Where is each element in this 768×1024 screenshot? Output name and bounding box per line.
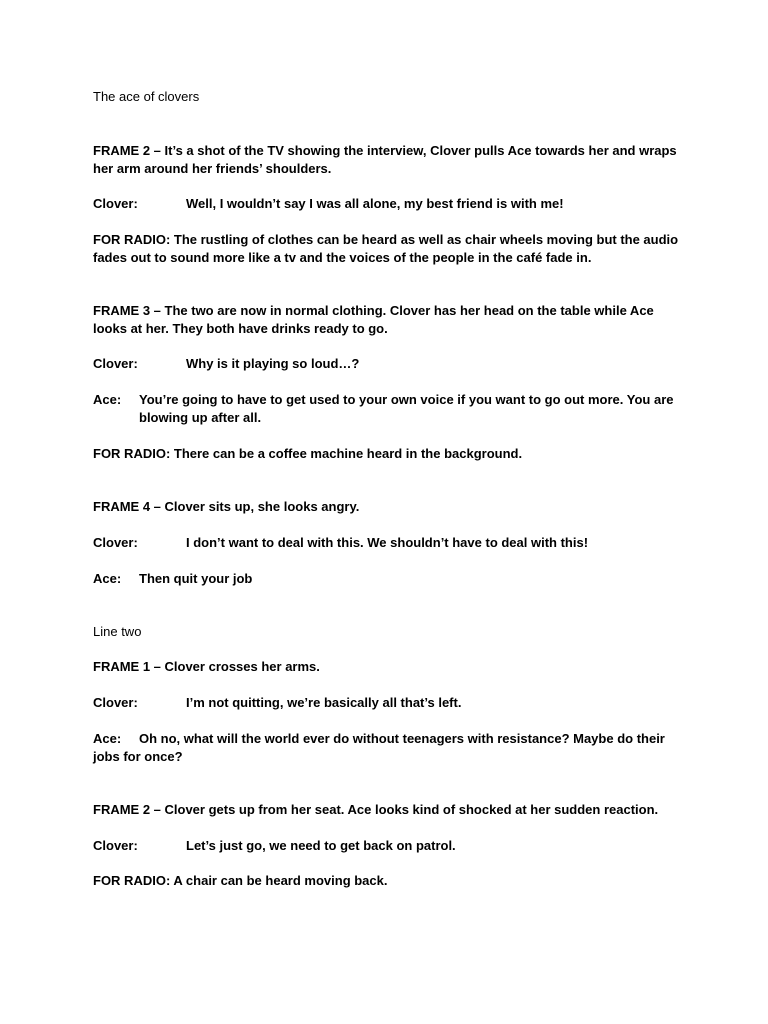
section-heading: Line two	[93, 624, 142, 639]
spoken-line: Why is it playing so loud…?	[186, 356, 360, 371]
spoken-line: I don’t want to deal with this. We shouldn’t have to deal with this!	[186, 535, 589, 550]
dialogue-line	[93, 391, 683, 431]
frame-direction: FRAME 4 – Clover sits up, she looks angry.	[93, 499, 360, 514]
frame-direction: FRAME 2 – It’s a shot of the TV showing the interview, Clover pulls Ace towards her and wraps her arm around her friends’ shoulders.	[93, 143, 677, 176]
document-title: The ace of clovers	[93, 89, 200, 104]
spoken-line: You’re going to have to get used to your own voice if you want to go out more. You are blowing up after all.	[139, 392, 674, 425]
radio-note: FOR RADIO: A chair can be heard moving back.	[93, 873, 388, 888]
frame-direction: FRAME 1 – Clover crosses her arms.	[93, 659, 320, 674]
speaker-name: Clover:	[93, 196, 138, 211]
speaker-name: Clover:	[93, 838, 138, 853]
spoken-line: Oh no, what will the world ever do without teenagers with resistance? Maybe do their jobs for once?	[93, 731, 665, 764]
speaker-name: Ace:	[93, 571, 122, 586]
speaker-name: Clover:	[93, 695, 138, 710]
spoken-line: I’m not quitting, we’re basically all that’s left.	[186, 695, 462, 710]
speaker-name: Clover:	[93, 356, 138, 371]
spoken-line: Then quit your job	[139, 571, 253, 586]
speaker-name: Clover:	[93, 535, 138, 550]
speaker-name: Ace:	[93, 392, 122, 407]
spoken-line: Let’s just go, we need to get back on patrol.	[186, 838, 456, 853]
speaker-name: Ace:	[93, 731, 122, 746]
spoken-line: Well, I wouldn’t say I was all alone, my best friend is with me!	[186, 196, 564, 211]
radio-note: FOR RADIO: There can be a coffee machine heard in the background.	[93, 446, 523, 461]
frame-direction: FRAME 2 – Clover gets up from her seat. Ace looks kind of shocked at her sudden reaction.	[93, 802, 659, 817]
frame-direction: FRAME 3 – The two are now in normal clothing. Clover has her head on the table while Ace looks at her. They both have drinks ready to go.	[93, 303, 654, 336]
radio-note: FOR RADIO: The rustling of clothes can be heard as well as chair wheels moving but the audio fades out to sound more like a tv and the voices of the people in the café fade in.	[93, 232, 679, 265]
dialogue-line	[93, 730, 683, 766]
